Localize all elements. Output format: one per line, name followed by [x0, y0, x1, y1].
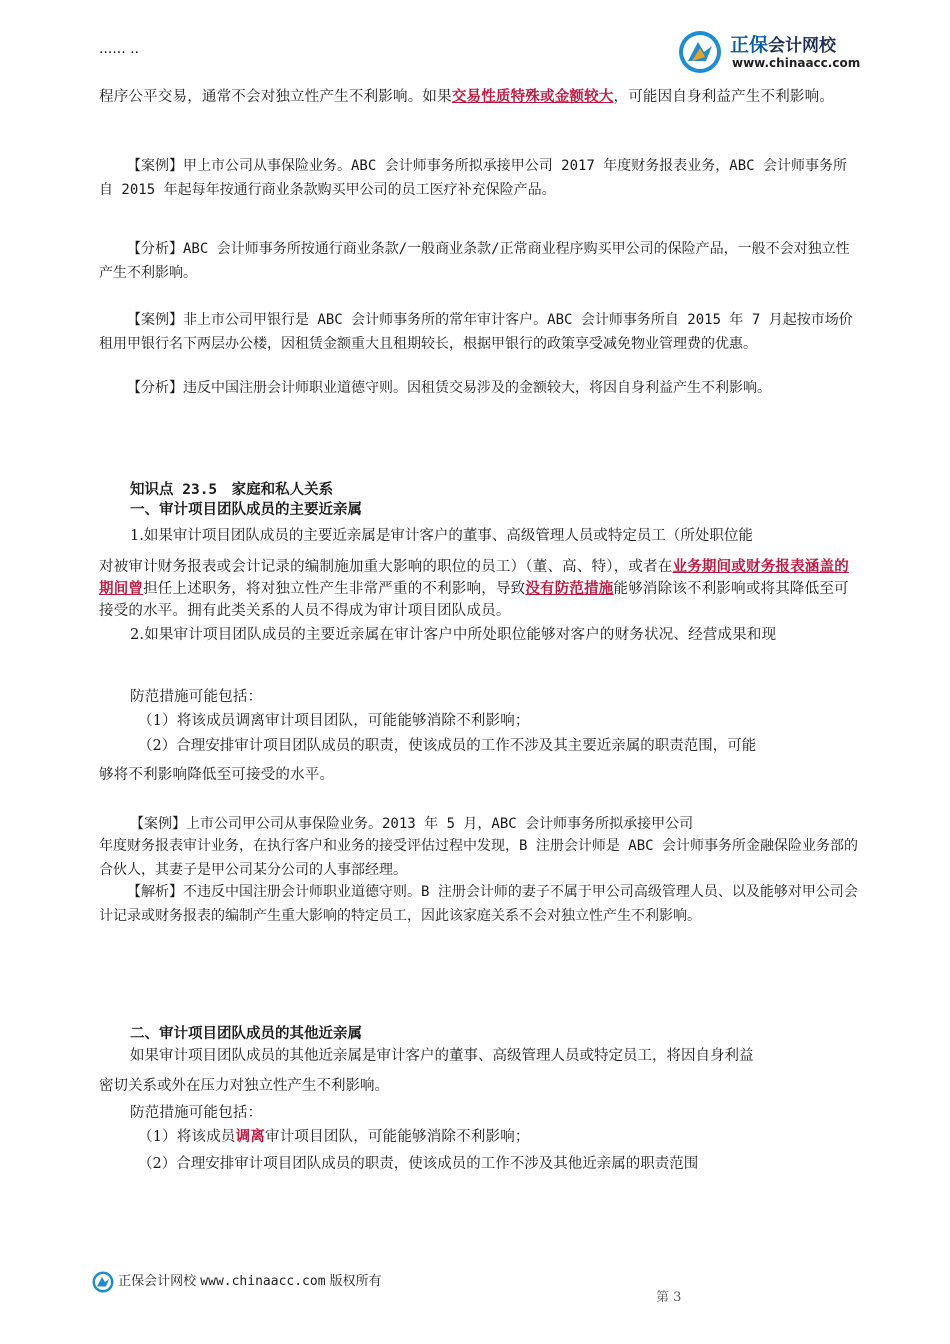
highlight-transfer: 调离	[235, 1128, 266, 1145]
case-2: 【案例】非上市公司甲银行是 ABC 会计师事务所的常年审计客户。ABC 会计师事务所自 2015 年 7 月起按市场价租用甲银行名下两层办公楼，因租赁金额重大且租期较长，根据甲银行的政策享受减免物业管理费的优惠。	[99, 312, 853, 352]
case-1: 【案例】甲上市公司从事保险业务。ABC 会计师事务所拟承接甲公司 2017 年度财务报表业务，ABC 会计师事务所自 2015 年起每年按通行商业条款购买甲公司的员工医疗补充保险产品。	[99, 158, 847, 198]
footer-brand: 正保会计网校	[118, 1274, 197, 1289]
case-3-top-clip	[130, 816, 860, 832]
safeguard-1-2: （2）合理安排审计项目团队成员的职责，使该成员的工作不涉及其主要近亲属的职责范围，可能	[138, 738, 757, 754]
section-2-line1: 如果审计项目团队成员的其他近亲属是审计客户的董事、高级管理人员或特定员工，将因自身利益	[130, 1048, 754, 1064]
kp-line1-clip	[130, 528, 860, 544]
logo-brand-name: 正保会计网校	[730, 34, 837, 56]
highlight-no-safeguards: 没有防范措施	[525, 580, 614, 597]
safeguards-title-1: 防范措施可能包括：	[130, 689, 263, 705]
page-number: 第 3	[656, 1290, 682, 1305]
logo-url: www.chinaacc.com	[732, 56, 861, 70]
safeguard-2-1: （1）将该成员调离审计项目团队，可能能够消除不利影响；	[138, 1128, 530, 1145]
page-number-clip	[656, 1290, 696, 1305]
highlight-text: 交易性质特殊或金额较大	[451, 88, 614, 105]
analysis-3: 【解析】不违反中国注册会计师职业道德守则。B 注册会计师的妻子不属于甲公司高级管理人员、以及能够对甲公司会计记录或财务报表的编制产生重大影响的特定员工，因此该家庭关系不会对独立性产生不利影响。	[99, 884, 858, 924]
kp-line1: 1.如果审计项目团队成员的主要近亲属是审计客户的董事、高级管理人员或特定员工（所处职位能	[130, 528, 753, 544]
paragraph-close-relatives: 对被审计财务报表或会计记录的编制施加重大影响的职位的员工）（董、高、特），或者在业务期间或财务报表涵盖的期间曾担任上述职务，将对独立性产生非常严重的不利影响，导致没有防范措施能够消除该不利影响或将其降低至可接受的水平。拥有此类关系的人员不得成为审计项目团队成员。	[99, 558, 849, 619]
logo-emblem-icon	[678, 30, 722, 74]
case-3: 年度财务报表审计业务，在执行客户和业务的接受评估过程中发现，B 注册会计师是 ABC 会计师事务所金融保险业务部的合伙人，其妻子是甲公司某分公司的人事部经理。	[99, 838, 858, 878]
analysis-2: 【分析】违反中国注册会计师职业道德守则。因租赁交易涉及的金额较大，将因自身利益产生不利影响。	[127, 380, 771, 396]
safeguard-1-2-clip	[138, 736, 858, 754]
safeguard-1-1: （1）将该成员调离审计项目团队，可能能够消除不利影响；	[138, 713, 530, 729]
section-2-title: 二、审计项目团队成员的其他近亲属	[130, 1026, 362, 1042]
footer-logo-icon	[92, 1271, 114, 1293]
safeguards-title-2: 防范措施可能包括：	[130, 1105, 263, 1121]
knowledge-point-subtitle: 一、审计项目团队成员的主要近亲属	[130, 502, 362, 518]
footer	[92, 1270, 382, 1296]
knowledge-point-subtitle-clip	[130, 500, 850, 518]
section-2-line1-clip	[130, 1046, 860, 1064]
safeguard-1-2-cont: 够将不利影响降低至可接受的水平。	[99, 767, 335, 783]
brand-logo	[678, 28, 918, 78]
paragraph-intro: 程序公平交易，通常不会对独立性产生不利影响。如果交易性质特殊或金额较大，可能因自身利益产生不利影响。	[99, 88, 835, 105]
safeguard-2-2-clip	[138, 1154, 858, 1172]
cropped-header-fragment: ······ ··	[99, 45, 140, 61]
section-2-line2-clip	[99, 1076, 499, 1094]
analysis-1: 【分析】ABC 会计师事务所按通行商业条款/一般商业条款/正常商业程序购买甲公司的保险产品，一般不会对独立性产生不利影响。	[99, 241, 850, 281]
paragraph-relative-position: 2.如果审计项目团队成员的主要近亲属在审计客户中所处职位能够对客户的财务状况、经营成果和现	[130, 627, 777, 643]
case-3-top: 【案例】上市公司甲公司从事保险业务。2013 年 5 月，ABC 会计师事务所拟承接甲公司	[130, 816, 694, 832]
knowledge-point-title: 知识点 23.5 家庭和私人关系	[130, 482, 334, 498]
highlight-period: 业务期间或财务报表涵盖的期间曾	[99, 558, 849, 597]
safeguard-2-2: （2）合理安排审计项目团队成员的职责，使该成员的工作不涉及其他近亲属的职责范围	[138, 1156, 699, 1172]
section-2-line2: 密切关系或外在压力对独立性产生不利影响。	[99, 1078, 389, 1094]
footer-url[interactable]: www.chinaacc.com	[200, 1274, 326, 1289]
footer-rights: 版权所有	[329, 1274, 382, 1289]
